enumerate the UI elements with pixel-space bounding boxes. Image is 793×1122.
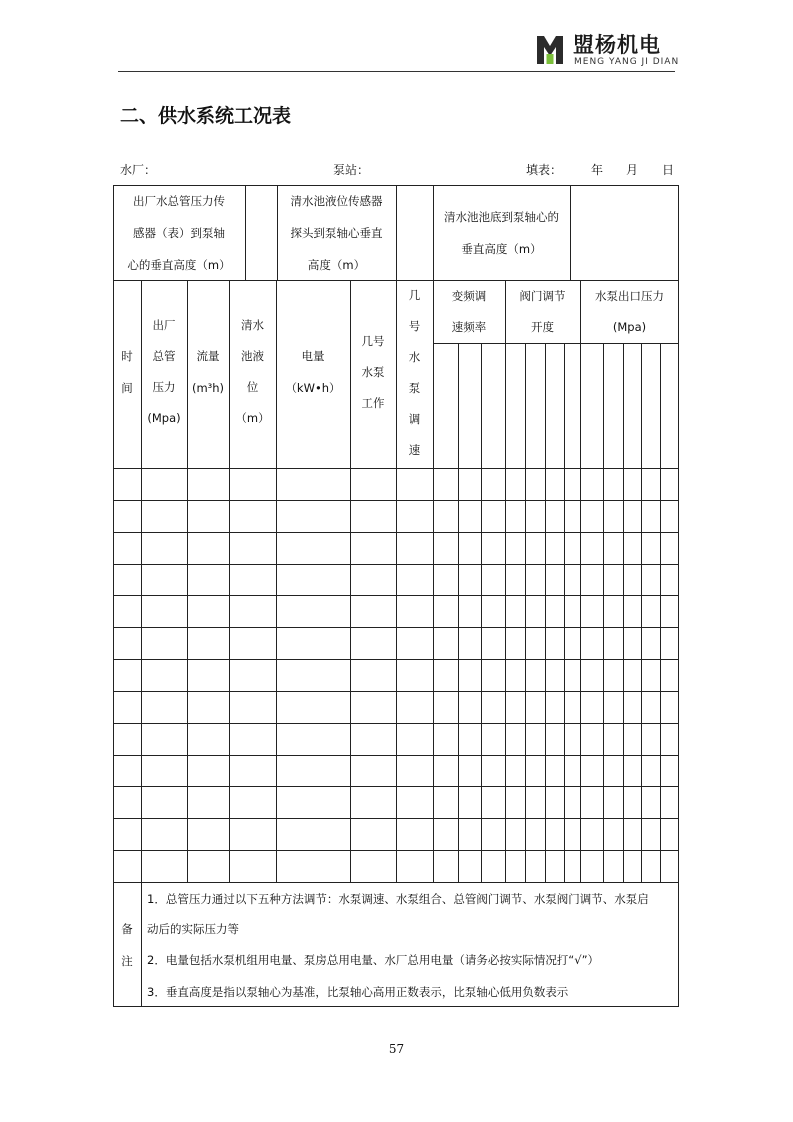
col-pump-speed: 几 号 水 泵 调 速 xyxy=(408,288,421,457)
outlet-height-header: 出厂水总管压力传 感器（表）到泵轴 心的垂直高度（m） xyxy=(127,194,231,272)
col-vfd-rate: 变频调 速频率 xyxy=(451,289,487,334)
water-supply-table xyxy=(113,185,680,1008)
filler-label: 填表： xyxy=(526,163,563,177)
col-flow: 流量 (m³h) xyxy=(191,349,225,395)
note-line-1: 1．总管压力通过以下五种方法调节：水泵调速、水泵组合、总管阀门调节、水泵阀门调节、水泵启 xyxy=(147,892,649,906)
plant-label: 水厂： xyxy=(120,163,157,177)
year-label: 年 xyxy=(591,163,604,177)
brand-logo xyxy=(535,34,565,66)
col-pump-outlet-pressure: 水泵出口压力 (Mpa) xyxy=(595,289,664,334)
header-divider xyxy=(118,71,675,72)
note-line-1-cont: 动后的实际压力等 xyxy=(147,922,239,936)
page-number: 57 xyxy=(388,1042,405,1056)
page-title: 二、供水系统工况表 xyxy=(120,105,292,127)
col-pumps-working: 几号 水泵 工作 xyxy=(361,334,385,410)
col-time: 时 间 xyxy=(121,349,133,395)
month-label: 月 xyxy=(626,163,639,177)
brand-name: 盟杨机电 xyxy=(573,33,661,57)
notes-label: 备 注 xyxy=(121,922,133,968)
station-label: 泵站： xyxy=(333,163,370,177)
col-pool-level: 清水 池液 位 （m） xyxy=(235,318,270,425)
level-sensor-height-header: 清水池液位传感器 探头到泵轴心垂直 高度（m） xyxy=(290,194,383,272)
pool-bottom-height-header: 清水池池底到泵轴心的 垂直高度（m） xyxy=(444,210,559,256)
note-line-2: 2．电量包括水泵机组用电量、泵房总用电量、水厂总用电量（请务必按实际情况打“√”） xyxy=(147,953,600,967)
col-outlet-pressure: 出厂 总管 压力 (Mpa) xyxy=(147,318,181,425)
col-valve-opening: 阀门调节 开度 xyxy=(519,289,566,334)
col-energy: 电量 （kW•h） xyxy=(285,349,341,395)
brand-name-pinyin: MENG YANG JI DIAN xyxy=(574,57,680,67)
note-line-3: 3．垂直高度是指以泵轴心为基准，比泵轴心高用正数表示，比泵轴心低用负数表示 xyxy=(147,985,569,999)
day-label: 日 xyxy=(662,163,675,177)
